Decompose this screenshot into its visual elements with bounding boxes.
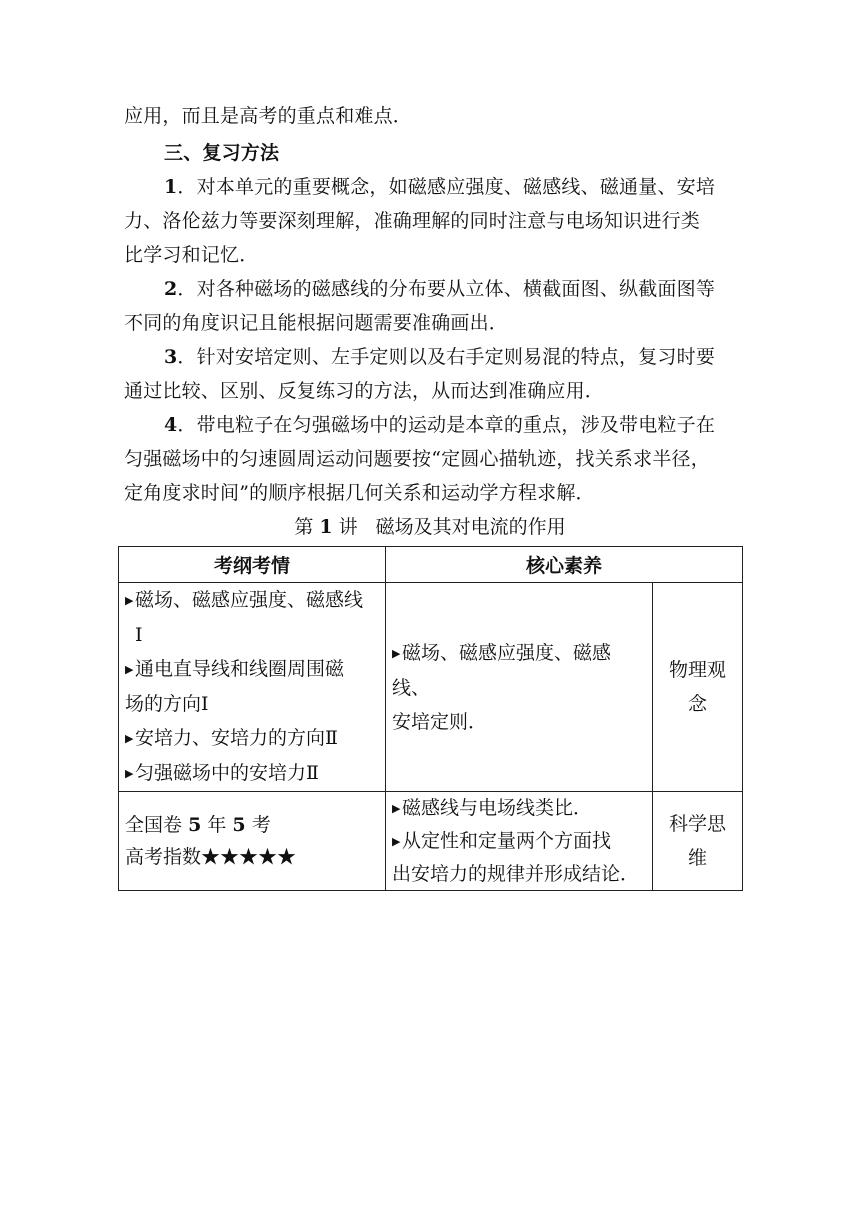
outline-text: 通电直导线和线圈周围磁 (135, 658, 345, 680)
item-number: 1 (164, 176, 178, 198)
table-row (119, 583, 743, 792)
outline-text: 匀强磁场中的安培力Ⅱ (135, 762, 319, 784)
paragraph-4-line-2 (124, 442, 744, 476)
literacy-text: 磁场、磁感应强度、磁感线、 (392, 641, 612, 699)
section-heading (164, 136, 744, 170)
literacy-item (392, 636, 646, 705)
exam-info-cell (119, 792, 386, 891)
category-text: 念 (688, 693, 708, 715)
bullet-icon: ▶ (125, 767, 134, 780)
outline-text: 场的方向Ⅰ (125, 693, 209, 715)
table-row (119, 792, 743, 891)
bullet-icon: ▶ (125, 594, 134, 607)
paragraph-1-line-2 (124, 204, 744, 238)
bullet-icon: ▶ (125, 732, 134, 745)
header-outline: 考纲考情 (119, 547, 386, 583)
literacy-item-cont (392, 858, 646, 890)
category-text: 维 (688, 847, 708, 869)
exam-text: 考 (251, 814, 271, 836)
category-cell (653, 583, 743, 792)
item-number: 2 (164, 278, 178, 300)
exam-text: 全国卷 (125, 814, 183, 836)
bullet-icon: ▶ (392, 646, 401, 660)
literacy-text: 磁感线与电场线类比． (402, 797, 593, 819)
literacy-item (392, 825, 646, 858)
text-line: 力、洛伦兹力等要深刻理解，准确理解的同时注意与电场知识进行类 (124, 210, 701, 232)
literacy-text: 从定性和定量两个方面找 (402, 830, 612, 852)
lecture-title (0, 510, 860, 544)
exam-years: 5 (188, 814, 202, 836)
text-line: 不同的角度识记且能根据问题需要准确画出． (124, 312, 509, 334)
literacy-cell (386, 583, 653, 792)
text-line: ．带电粒子在匀强磁场中的运动是本章的重点，涉及带电粒子在 (177, 414, 716, 436)
category-text: 物理观 (669, 659, 727, 681)
paragraph-4-line-3 (124, 476, 744, 510)
header-literacy: 核心素养 (386, 547, 743, 583)
item-number: 4 (164, 414, 178, 436)
outline-item (125, 652, 379, 687)
outline-item (125, 721, 379, 756)
literacy-item (392, 792, 646, 825)
paragraph-3-line-2 (124, 374, 744, 408)
exam-index (125, 841, 379, 873)
text-line: ．针对安培定则、左手定则以及右手定则易混的特点，复习时要 (177, 346, 716, 368)
exam-outline-table (118, 546, 743, 891)
text-line: 比学习和记忆． (124, 244, 259, 266)
bullet-icon: ▶ (392, 802, 401, 815)
outline-cell (119, 583, 386, 792)
paragraph-2 (164, 272, 744, 306)
category-text: 科学思 (669, 813, 727, 835)
literacy-text: 出安培力的规律并形成结论． (392, 863, 640, 885)
literacy-text: 安培定则． (392, 710, 488, 733)
text-line: 通过比较、区别、反复练习的方法，从而达到准确应用． (124, 380, 605, 402)
literacy-cell (386, 792, 653, 891)
outline-item (125, 583, 379, 618)
outline-item-cont (125, 618, 379, 652)
outline-item (125, 756, 379, 791)
lecture-number: 1 (319, 516, 333, 538)
lecture-name: 磁场及其对电流的作用 (375, 516, 566, 538)
item-number: 3 (164, 346, 178, 368)
literacy-item-cont (392, 705, 646, 739)
category-cell (653, 792, 743, 891)
exam-times: 5 (232, 814, 246, 836)
paragraph-3 (164, 340, 744, 374)
paragraph-2-line-2 (124, 306, 744, 340)
outline-text: 安培力、安培力的方向Ⅱ (135, 727, 338, 749)
text-line: ．对本单元的重要概念，如磁感应强度、磁感线、磁通量、安培 (177, 176, 716, 198)
text-line: ．对各种磁场的磁感线的分布要从立体、横截面图、纵截面图等 (177, 278, 716, 300)
text-line: 定角度求时间”的顺序根据几何关系和运动学方程求解． (124, 482, 595, 504)
star-rating: ★★★★★ (201, 846, 297, 868)
text-line: 应用，而且是高考的重点和难点． (124, 105, 413, 127)
heading-text: 三、复习方法 (164, 142, 280, 164)
lecture-suffix: 讲 (338, 516, 358, 538)
paragraph-1 (164, 170, 744, 204)
text-line: 匀强磁场中的匀速圆周运动问题要按“定圆心描轨迹，找关系求半径， (124, 448, 710, 470)
outline-text: Ⅰ (135, 624, 143, 646)
paragraph-continuation (124, 99, 744, 133)
paragraph-4 (164, 408, 744, 442)
exam-text: 年 (207, 814, 227, 836)
outline-text: 磁场、磁感应强度、磁感线 (135, 589, 364, 611)
bullet-icon: ▶ (125, 663, 134, 676)
lecture-prefix: 第 (294, 516, 314, 538)
outline-item-cont (125, 687, 379, 721)
exam-count (125, 809, 379, 841)
paragraph-1-line-3 (124, 238, 744, 272)
exam-index-label: 高考指数 (125, 846, 202, 868)
table-header-row (119, 547, 743, 583)
bullet-icon: ▶ (392, 835, 401, 848)
